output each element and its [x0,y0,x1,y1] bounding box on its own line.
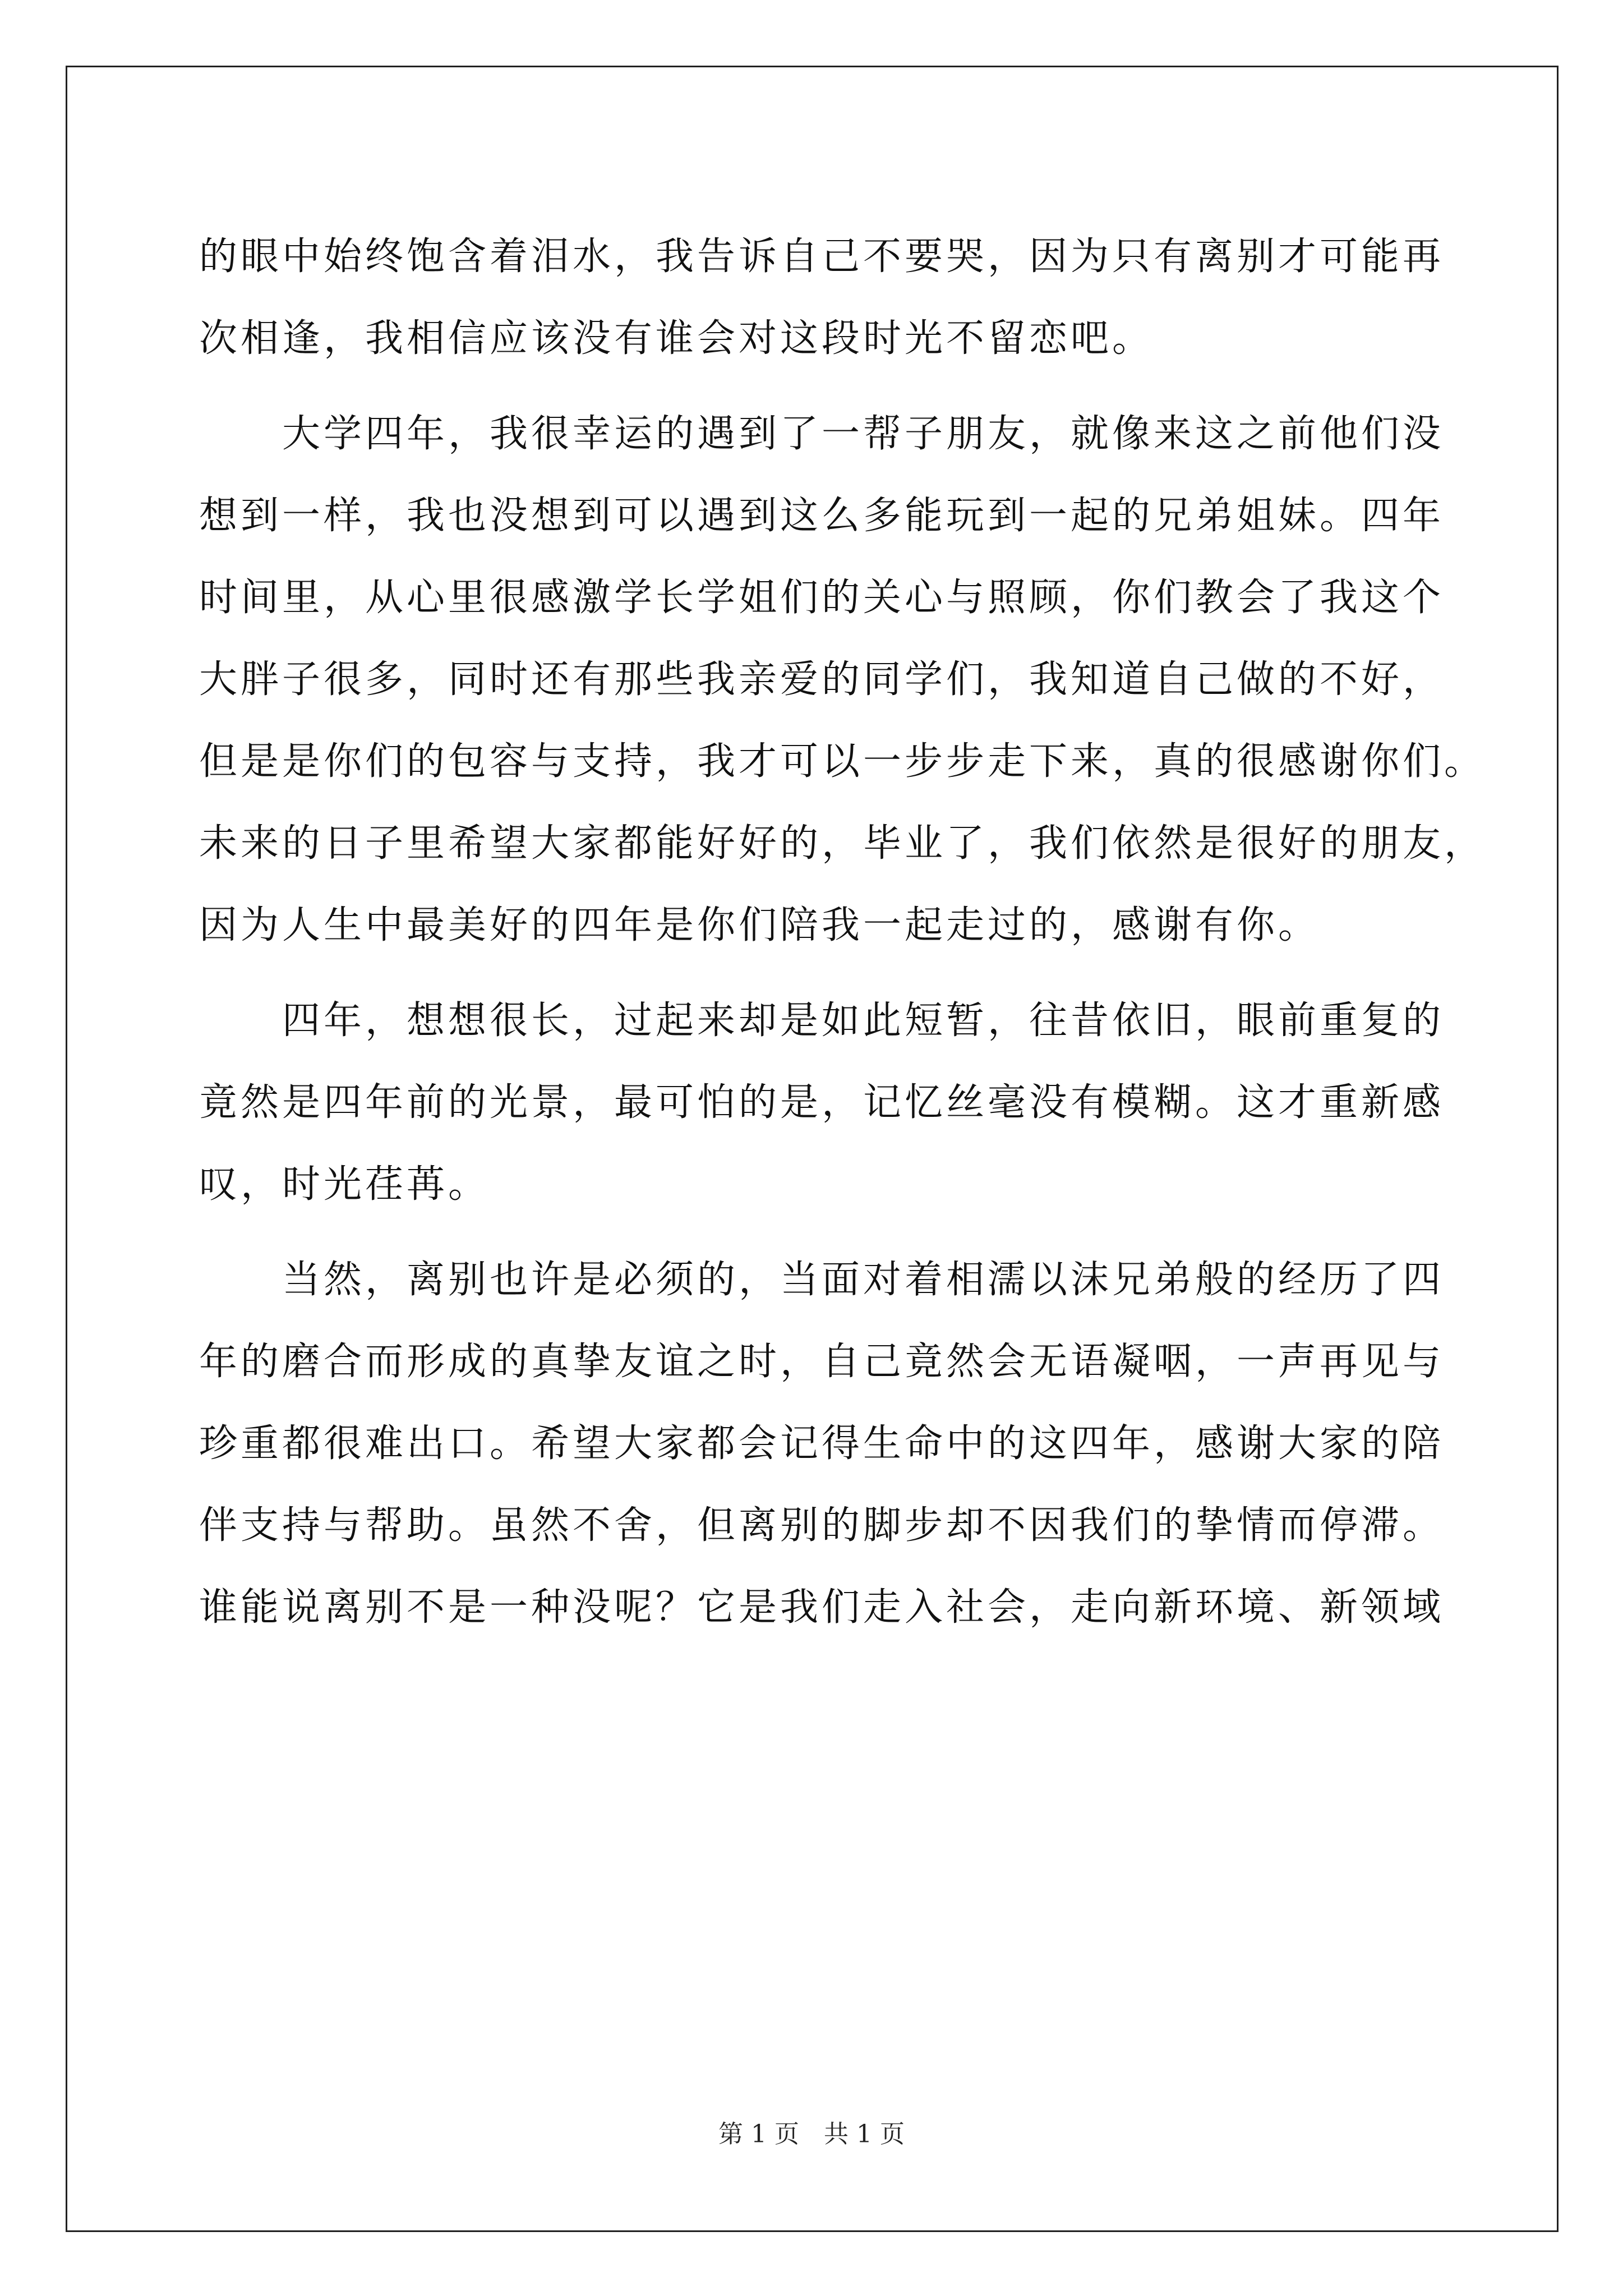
text-line: 大学四年，我很幸运的遇到了一帮子朋友，就像来这之前他们没 [199,412,1445,456]
text-line: 叹，时光荏苒。 [199,1162,490,1207]
text-line: 但是是你们的包容与支持，我才可以一步步走下来，真的很感谢你们。 [199,739,1486,784]
text-line: 时间里，从心里很感激学长学姐们的关心与照顾，你们教会了我这个 [199,576,1445,620]
text-line: 想到一样，我也没想到可以遇到这么多能玩到一起的兄弟姐妹。四年 [199,494,1445,538]
text-line: 未来的日子里希望大家都能好好的，毕业了，我们依然是很好的朋友， [199,821,1486,866]
text-line: 因为人生中最美好的四年是你们陪我一起走过的，感谢有你。 [199,903,1320,947]
text-line: 竟然是四年前的光景，最可怕的是，记忆丝毫没有模糊。这才重新感 [199,1080,1445,1125]
text-line: 伴支持与帮助。虽然不舍，但离别的脚步却不因我们的挚情而停滞。 [199,1503,1445,1548]
text-line: 次相逢，我相信应该没有谁会对这段时光不留恋吧。 [199,316,1154,361]
text-line: 谁能说离别不是一种没呢？它是我们走入社会，走向新环境、新领域 [199,1585,1445,1630]
text-line: 年的磨合而形成的真挚友谊之时，自己竟然会无语凝咽，一声再见与 [199,1340,1445,1384]
text-line: 珍重都很难出口。希望大家都会记得生命中的这四年，感谢大家的陪 [199,1421,1445,1466]
text-line: 四年，想想很长，过起来却是如此短暂，往昔依旧，眼前重复的 [199,999,1445,1043]
text-line: 当然，离别也许是必须的，当面对着相濡以沫兄弟般的经历了四 [199,1258,1445,1302]
text-line: 大胖子很多，同时还有那些我亲爱的同学们，我知道自己做的不好， [199,657,1445,702]
page-number-footer: 第 1 页 共 1 页 [718,2120,905,2148]
document-body [199,216,1486,1649]
text-line: 的眼中始终饱含着泪水，我告诉自己不要哭，因为只有离别才可能再 [199,234,1445,279]
